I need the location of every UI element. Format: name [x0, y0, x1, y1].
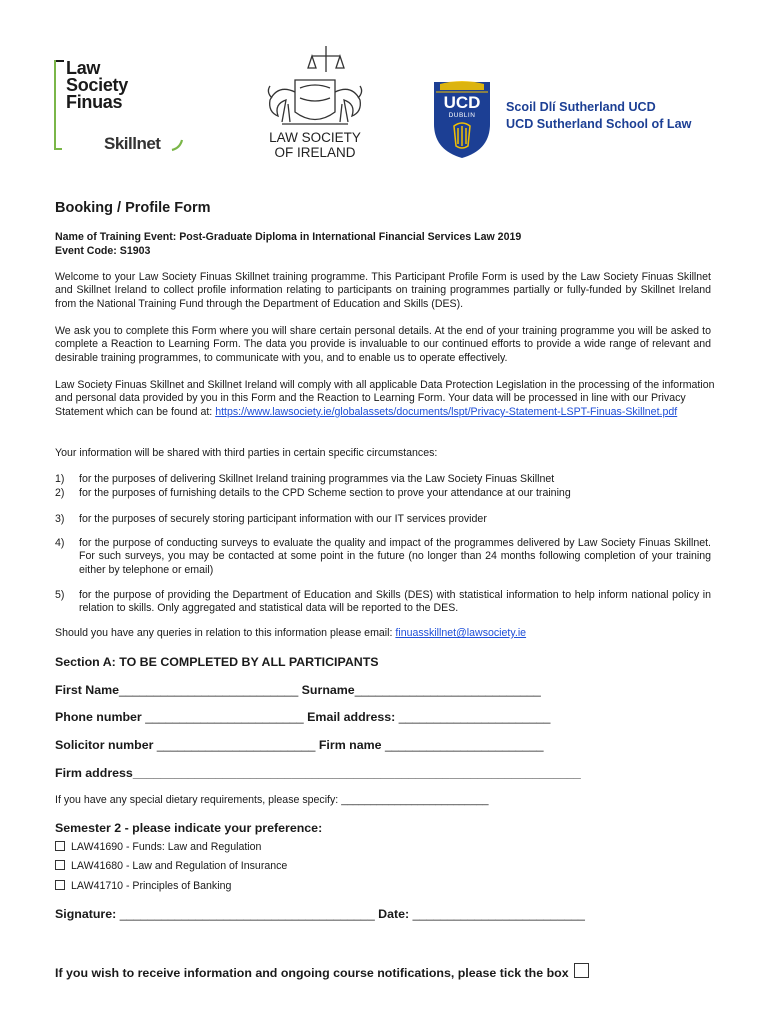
surname-field[interactable]: ___________________________ — [354, 683, 541, 697]
lsf-logo-text: Law Society Finuas — [66, 58, 128, 112]
skillnet-wordmark: Skillnet — [104, 134, 161, 153]
law-society-of-ireland-logo — [255, 42, 375, 172]
firm-address-field[interactable]: _________________________________________________________________ — [132, 766, 581, 780]
first-name-field[interactable]: __________________________ — [119, 683, 299, 697]
list-item: 5) for the purpose of providing the Department of Education and Skills (DES) with statistical information to help inform national policy in relation to skills. Only aggregated and statistical data will be reported to the DES. — [55, 589, 711, 615]
firm-name-field[interactable]: _______________________ — [384, 738, 544, 752]
dietary-row: If you have any special dietary requirements, please specify: _________________________ — [55, 794, 489, 806]
module-option-law41710[interactable]: LAW41710 - Principles of Banking — [55, 880, 231, 893]
solicitor-number-field[interactable]: _______________________ — [156, 738, 316, 752]
third-parties-intro: Your information will be shared with third parties in certain specific circumstances: — [55, 447, 438, 459]
event-code: Event Code: S1903 — [55, 245, 151, 257]
checkbox[interactable] — [55, 860, 65, 870]
semester-heading: Semester 2 - please indicate your preference: — [55, 821, 323, 835]
phone-number-field[interactable]: _______________________ — [145, 710, 304, 724]
privacy-paragraph: Law Society Finuas Skillnet and Skillnet Ireland will comply with all applicable Data Protection Legislation in the processing of the information and personal data provided by you in this Form and the Reaction to Learning Form. Your data will be processed in line with our Privacy Statement which can be found at: https://www.lawsociety.ie/globalassets/documents/lspt/Privacy-Statement-LSPT-Finuas-Skillnet.pdf — [55, 379, 715, 418]
section-a-heading: Section A: TO BE COMPLETED BY ALL PARTICIPANTS — [55, 655, 379, 669]
module-option-law41680[interactable]: LAW41680 - Law and Regulation of Insurance — [55, 860, 287, 873]
event-name: Name of Training Event: Post-Graduate Diploma in International Financial Services Law 2019 — [55, 231, 522, 243]
privacy-statement-link[interactable]: https://www.lawsociety.ie/globalassets/documents/lspt/Privacy-Statement-LSPT-Finuas-Skillnet.pdf — [215, 405, 678, 418]
ucd-sutherland-logo — [432, 80, 732, 160]
data-request-paragraph: We ask you to complete this Form where you will share certain personal details. At the end of your training programme you will be asked to complete a Reaction to Learning Form. The data you provide is invaluable to our continued efforts to provide a wide range of relevant and desirable training programmes, to communicate with you, and to enable us to operate effectively. — [55, 325, 711, 364]
lsi-logo-text: LAW SOCIETY OF IRELAND — [269, 130, 361, 160]
dietary-field[interactable]: _________________________ — [341, 794, 489, 806]
list-item: 2) for the purposes of furnishing details to the CPD Scheme section to prove your attendance at our training — [55, 487, 571, 499]
page-title: Booking / Profile Form — [55, 200, 211, 216]
skillnet-swoosh-icon — [170, 138, 184, 152]
contact-email-link[interactable]: finuasskillnet@lawsociety.ie — [395, 627, 527, 639]
firm-address-row: Firm address_________________________________________________________________ — [55, 766, 581, 780]
intro-paragraph: Welcome to your Law Society Finuas Skillnet training programme. This Participant Profile Form is used by the Law Society Finuas Skillnet and Skillnet Ireland to collect profile information relating to participants on training programmes partially or fully-funded by Skillnet Ireland from the National Training Fund through the Department of Education and Skills (DES). — [55, 271, 711, 310]
checkbox[interactable] — [55, 841, 65, 851]
law-society-finuas-skillnet-logo — [52, 58, 187, 158]
signature-row: Signature: _____________________________________ Date: _________________________ — [55, 907, 585, 921]
module-option-law41690[interactable]: LAW41690 - Funds: Law and Regulation — [55, 841, 261, 854]
crest-icon — [260, 42, 370, 132]
ucd-shield-icon — [432, 80, 492, 160]
signature-field[interactable]: _____________________________________ — [119, 907, 375, 921]
solicitor-firm-row: Solicitor number _______________________ Firm name _______________________ — [55, 738, 544, 752]
query-line: Should you have any queries in relation to this information please email: finuasskillnet@lawsociety.ie — [55, 627, 527, 639]
ucd-shield-text: UCD DUBLIN — [443, 93, 481, 119]
date-field[interactable]: _________________________ — [412, 907, 585, 921]
first-name-row: First Name__________________________ Surname___________________________ — [55, 683, 541, 697]
checkbox[interactable] — [55, 880, 65, 890]
email-address-field[interactable]: ______________________ — [398, 710, 551, 724]
list-item: 3) for the purposes of securely storing participant information with our IT services provider — [55, 513, 487, 525]
list-item: 1) for the purposes of delivering Skillnet Ireland training programmes via the Law Society Finuas Skillnet — [55, 473, 555, 485]
optin-checkbox[interactable] — [574, 963, 589, 978]
ucd-school-name: Scoil Dlí Sutherland UCD UCD Sutherland School of Law — [506, 100, 692, 131]
phone-email-row: Phone number _______________________ Email address: ______________________ — [55, 710, 551, 724]
optin-row: If you wish to receive information and ongoing course notifications, please tick the box — [55, 963, 589, 980]
list-item: 4) for the purpose of conducting surveys to evaluate the quality and impact of the programmes delivered by Law Society Finuas Skillnet. For such surveys, you may be contacted at some point in the future (no longer than 24 months following completion of your training either by telephone or email) — [55, 537, 711, 576]
